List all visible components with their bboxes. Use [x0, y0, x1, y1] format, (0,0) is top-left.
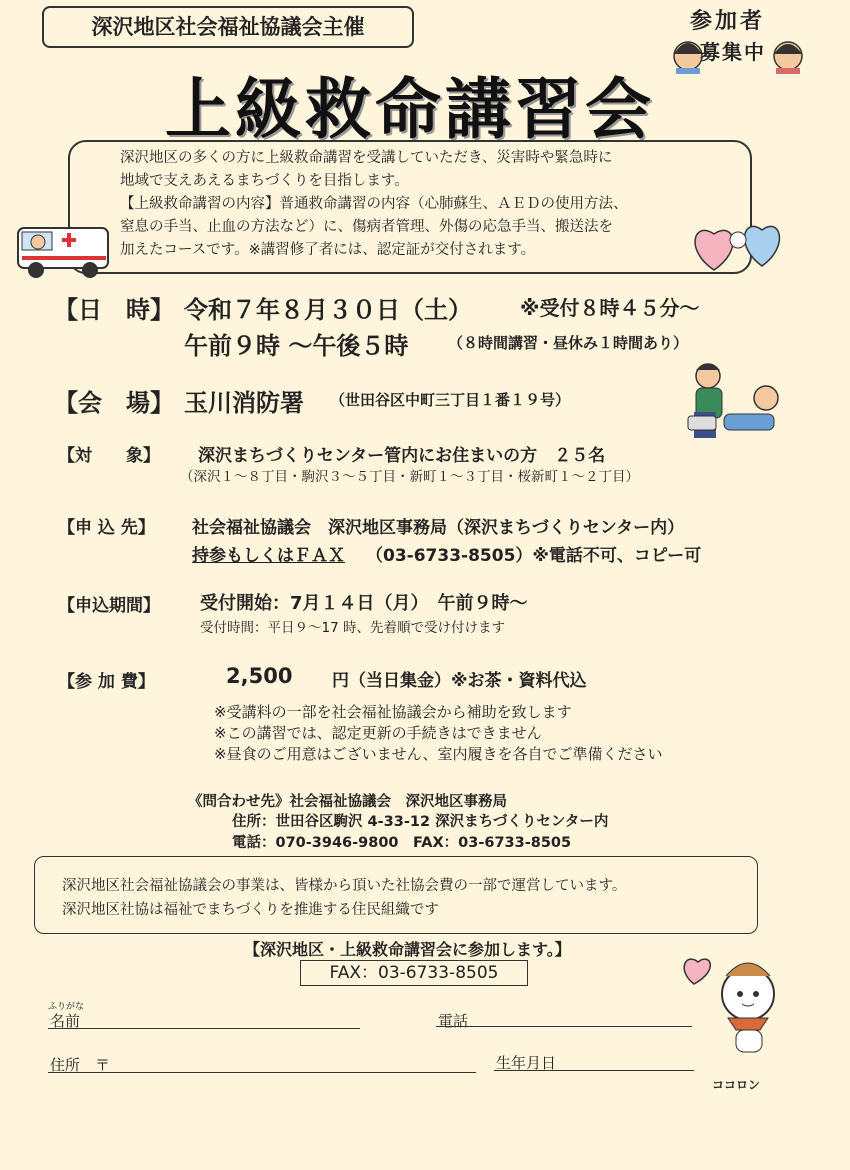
intro-line-5: 加えたコースです。※講習修了者には、認定証が交付されます。 [120, 242, 536, 258]
ambulance-icon [14, 208, 114, 282]
fee-label: 【参 加 費】 [58, 672, 155, 692]
venue-name: 玉川消防署 [184, 389, 304, 417]
form-heading: 【深沢地区・上級救命講習会に参加します。】 [244, 940, 571, 959]
datetime-date: 令和７年８月３０日（土） [184, 296, 472, 324]
cpr-illustration [684, 358, 784, 448]
datetime-time: 午前９時 ～午後５時 [184, 332, 409, 360]
footer-line-2: 深沢地区社協は福祉でまちづくりを推進する住民組織です [62, 902, 439, 918]
period-label: 【申込期間】 [58, 596, 160, 616]
intro-line-1: 深沢地区の多くの方に上級救命講習を受講していただき、災害時や緊急時に [120, 150, 613, 166]
address-field[interactable] [48, 1072, 476, 1073]
recruit-badge-line1: 参加者 [690, 9, 766, 34]
note-2: ※この講習では、認定更新の手続きはできません [214, 724, 542, 742]
address-label: 住所 〒 [50, 1056, 111, 1074]
period-hours: 受付時間：平日９～17 時、先着順で受け付けます [200, 620, 505, 636]
footer-line-1: 深沢地区社会福祉協議会の事業は、皆様から頂いた社協会費の一部で運営しています。 [62, 878, 627, 894]
mascot-illustration [676, 950, 796, 1070]
birthday-label: 生年月日 [496, 1054, 557, 1072]
name-field[interactable] [48, 1028, 360, 1029]
phone-label: 電話 [438, 1012, 469, 1030]
apply-to-line1: 社会福祉協議会 深沢地区事務局（深沢まちづくりセンター内） [192, 518, 685, 538]
footer-box [34, 856, 758, 934]
fee-text: 円（当日集金）※お茶・資料代込 [332, 671, 587, 691]
name-label: 名前 [50, 1012, 81, 1030]
apply-to-method: 持参もしくはＦＡＸ [192, 546, 345, 566]
intro-line-2: 地域で支えあえるまちづくりを目指します。 [120, 173, 409, 189]
period-start: 受付開始：7月１４日（月） 午前９時～ [200, 593, 528, 614]
intro-line-4: 窒息の手当、止血の方法など）に、傷病者管理、外傷の応急手当、搬送法を [120, 219, 613, 235]
form-fax-box [300, 960, 528, 986]
apply-to-label: 【申 込 先】 [58, 518, 155, 538]
venue-address: （世田谷区中町三丁目１番１９号） [330, 391, 571, 409]
hearts-illustration [684, 210, 794, 280]
target-label: 【対 象】 [58, 446, 160, 466]
contact-header: 《問合わせ先》社会福祉協議会 深沢地区事務局 [188, 794, 507, 810]
note-1: ※受講料の一部を社会福祉協議会から補助を致します [214, 703, 572, 721]
organizer-text: 深沢地区社会福祉協議会主催 [91, 15, 365, 39]
target-text: 深沢まちづくりセンター管内にお住まいの方 ２５名 [198, 446, 606, 466]
phone-field[interactable] [436, 1026, 692, 1027]
form-fax: FAX：03-6733-8505 [329, 963, 499, 983]
target-detail: （深沢１～８丁目・駒沢３～５丁目・新町１～３丁目・桜新町１～２丁目） [180, 469, 639, 485]
birthday-field[interactable] [494, 1070, 694, 1071]
mascot-name: ココロン [712, 1078, 761, 1092]
apply-to-fax: （03-6733-8505）※電話不可、コピー可 [366, 546, 702, 566]
contact-address: 住所：世田谷区駒沢 4-33-12 深沢まちづくりセンター内 [232, 814, 609, 830]
datetime-label: 【日 時】 [54, 296, 174, 324]
venue-label: 【会 場】 [54, 389, 174, 417]
datetime-time-note: （８時間講習・昼休み１時間あり） [448, 334, 689, 352]
intro-line-3: 【上級救命講習の内容】普通救命講習の内容（心肺蘇生、ＡＥＤの使用方法、 [120, 196, 628, 212]
recruit-badge-line2: 募集中 [700, 40, 766, 64]
organizer-box [42, 6, 414, 48]
furigana-label: ふりがな [48, 1002, 85, 1012]
note-3: ※昼食のご用意はございません、室内履きを各自でご準備ください [214, 745, 663, 763]
fee-amount: 2,500 [226, 664, 293, 688]
datetime-reception-note: ※受付８時４５分～ [520, 296, 700, 320]
page-title: 上級救命講習会 [165, 71, 655, 148]
contact-phone: 電話：070-3946-9800 FAX：03-6733-8505 [232, 835, 572, 851]
